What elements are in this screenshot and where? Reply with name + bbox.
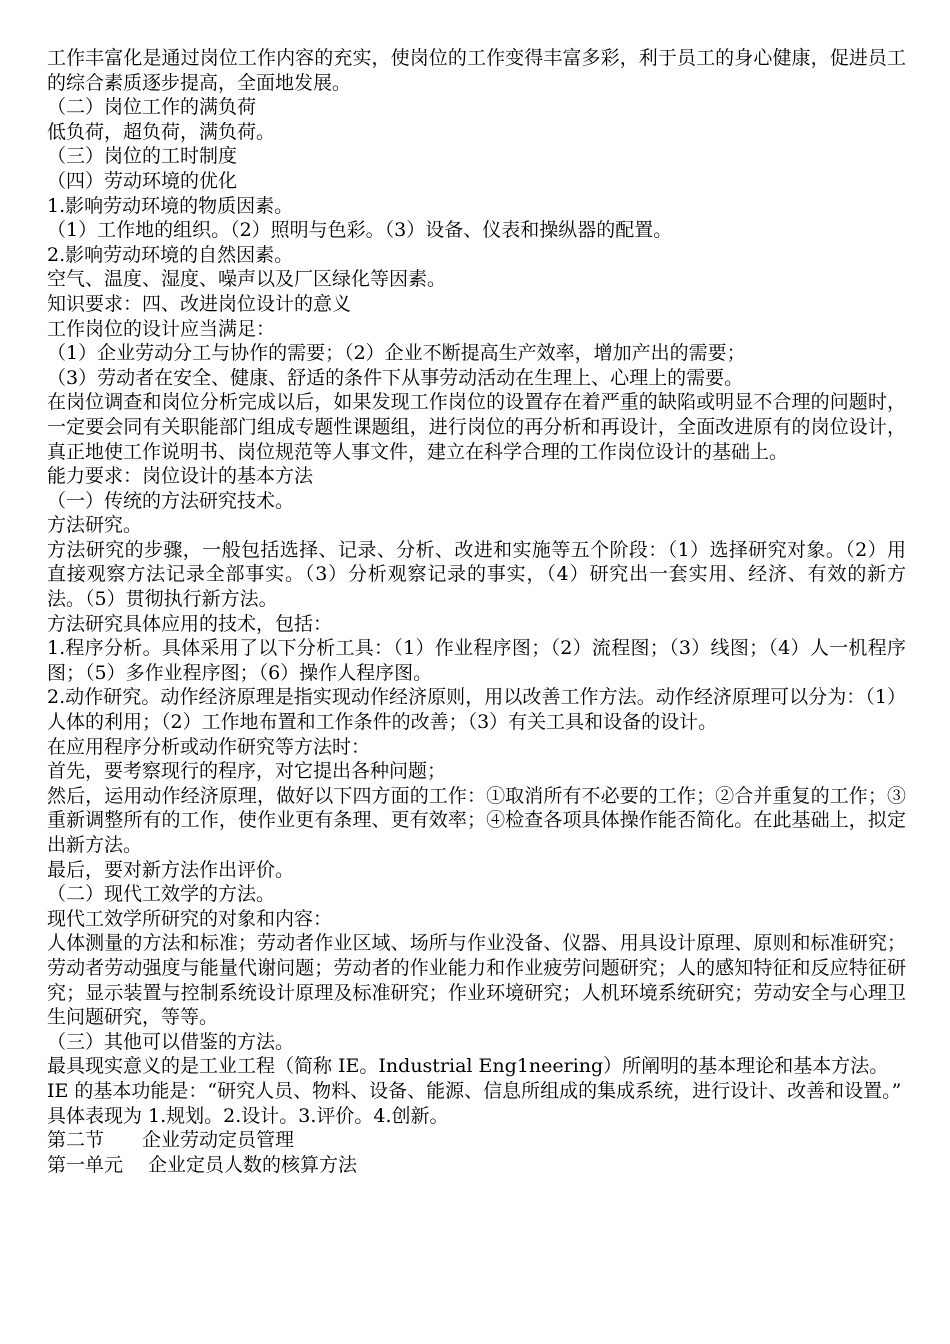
section-heading: （三）其他可以借鉴的方法。 xyxy=(47,1030,295,1053)
list-item: 1.程序分析。具体采用了以下分析工具：（1）作业程序图；（2）流程图；（3）线图；（4）人一机程序图；（5）多作业程序图；（6）操作人程序图。 xyxy=(47,637,906,684)
paragraph: 最具现实意义的是工业工程（简称 IE。Industrial Eng1neering）所阐明的基本理论和基本方法。 xyxy=(47,1055,889,1078)
paragraph: IE 的基本功能是：“研究人员、物料、设备、能源、信息所组成的集成系统，进行设计、改善和设置。” xyxy=(47,1079,902,1102)
unit-heading: 第一单元 企业定员人数的核算方法 xyxy=(47,1153,358,1176)
paragraph: 方法研究具体应用的技术，包括： xyxy=(47,612,333,635)
list-item: 2.动作研究。动作经济原理是指实现动作经济原则，用以改善工作方法。动作经济原理可以分为：（1）人体的利用；（2）工作地布置和工作条件的改善；（3）有关工具和设备的设计。 xyxy=(47,686,906,734)
section-heading: 能力要求：岗位设计的基本方法 xyxy=(47,465,314,488)
section-heading: （二）岗位工作的满负荷 xyxy=(47,96,257,119)
paragraph: 低负荷，超负荷，满负荷。 xyxy=(47,120,276,143)
paragraph: 具体表现为 1.规划。2.设计。3.评价。4.创新。 xyxy=(47,1104,449,1127)
paragraph: 然后，运用动作经济原理，做好以下四方面的工作：①取消所有不必要的工作；②合并重复的工作；③重新调整所有的工作，使作业更有条理、更有效率；④检查各项具体操作能否简化。在此基础上，拟定出新方法。 xyxy=(47,784,906,856)
paragraph: 工作丰富化是通过岗位工作内容的充实，使岗位的工作变得丰富多彩，利于员工的身心健康，促进员工的综合素质逐步提高，全面地发展。 xyxy=(47,47,906,94)
paragraph: 现代工效学所研究的对象和内容： xyxy=(47,907,333,930)
paragraph: 最后，要对新方法作出评价。 xyxy=(47,858,295,881)
section-heading: （二）现代工效学的方法。 xyxy=(47,883,276,906)
section-heading: （三）岗位的工时制度 xyxy=(47,145,238,168)
paragraph: （3）劳动者在安全、健康、舒适的条件下从事劳动活动在生理上、心理上的需要。 xyxy=(47,366,744,389)
paragraph: 在岗位调查和岗位分析完成以后，如果发现工作岗位的设置存在着严重的缺陷或明显不合理的问题时，一定要会同有关职能部门组成专题性课题组，进行岗位的再分析和再设计，全面改进原有的岗位设计，真正地使工作说明书、岗位规范等人事文件，建立在科学合理的工作岗位设计的基础上。 xyxy=(47,391,906,463)
paragraph: （1）企业劳动分工与协作的需要；（2）企业不断提高生产效率，增加产出的需要； xyxy=(47,342,746,365)
chapter-heading: 第二节 企业劳动定员管理 xyxy=(47,1129,295,1152)
section-heading: （四）劳动环境的优化 xyxy=(47,169,238,192)
section-heading: （一）传统的方法研究技术。 xyxy=(47,489,295,512)
paragraph: 人体测量的方法和标准；劳动者作业区域、场所与作业没备、仪器、用具设计原理、原则和标准研究；劳动者劳动强度与能量代谢问题；劳动者的作业能力和作业疲劳问题研究；人的感知特征和反应特征研究；显示装置与控制系统设计原理及标准研究；作业环境研究；人机环境系统研究；劳动安全与心理卫生问题研究，等等。 xyxy=(47,932,906,1029)
paragraph: （1）工作地的组织。（2）照明与色彩。（3）设备、仪表和操纵器的配置。 xyxy=(47,219,673,242)
paragraph: 方法研究。 xyxy=(47,514,143,537)
paragraph: 在应用程序分析或动作研究等方法时： xyxy=(47,735,371,758)
list-item: 1.影响劳动环境的物质因素。 xyxy=(47,194,294,217)
paragraph: 空气、温度、湿度、噪声以及厂区绿化等因素。 xyxy=(47,268,447,291)
paragraph: 首先，要考察现行的程序，对它提出各种问题； xyxy=(47,760,447,783)
paragraph: 工作岗位的设计应当满足： xyxy=(47,317,276,340)
section-heading: 知识要求：四、改进岗位设计的意义 xyxy=(47,292,352,315)
list-item: 2.影响劳动环境的自然因素。 xyxy=(47,243,294,266)
paragraph: 方法研究的步骤，一般包括选择、记录、分析、改进和实施等五个阶段：（1）选择研究对象。（2）用直接观察方法记录全部事实。（3）分析观察记录的事实，（4）研究出一套实用、经济、有效的新方法。（5）贯彻执行新方法。 xyxy=(47,538,906,611)
